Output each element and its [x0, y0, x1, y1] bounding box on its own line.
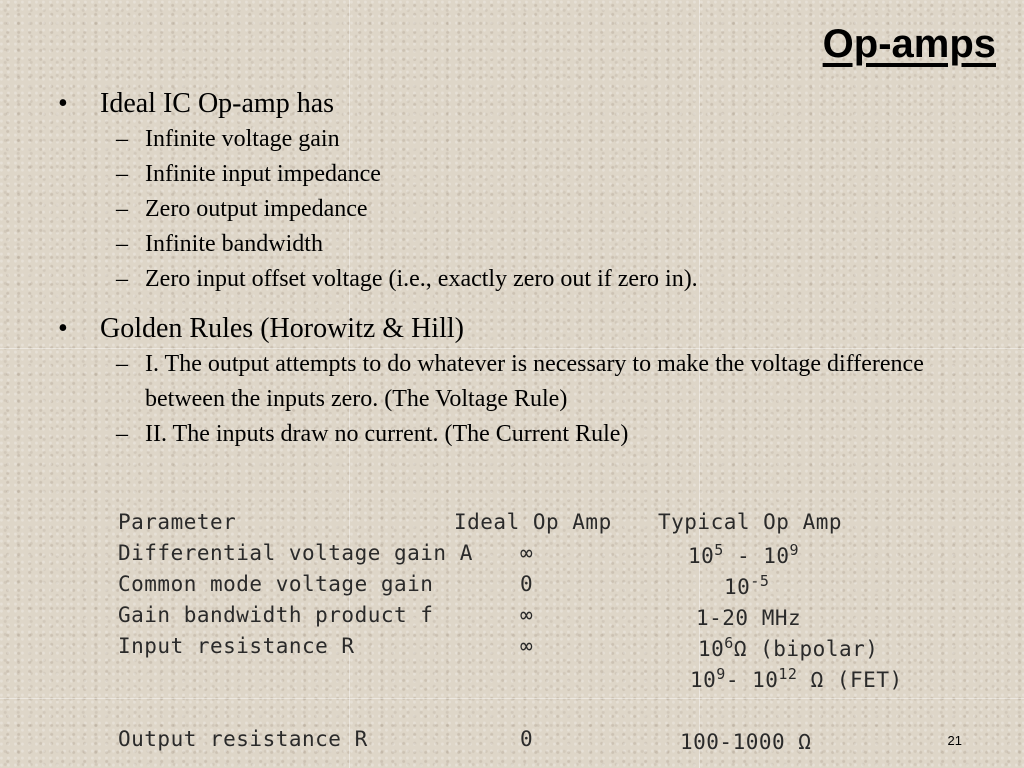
- parameter-table: [118, 510, 918, 758]
- sub-bullet-text: Zero input offset voltage (i.e., exactly zero out if zero in).: [145, 266, 698, 292]
- column-header-typical: Typical Op Amp: [658, 510, 843, 534]
- dash-icon: –: [116, 126, 128, 152]
- sub-bullet-text: Zero output impedance: [145, 196, 368, 222]
- bullet-dot-icon: •: [58, 88, 68, 119]
- table-row: [118, 541, 918, 572]
- sub-bullet-text: II. The inputs draw no current. (The Current Rule): [145, 421, 629, 447]
- value-text: 10: [698, 637, 725, 661]
- column-header-parameter: Parameter: [118, 510, 237, 534]
- sub-bullet-item: [116, 347, 988, 417]
- table-row: [118, 696, 918, 727]
- value-text: 100-1000 Ω: [680, 730, 812, 754]
- cell-ideal: ∞: [520, 541, 534, 565]
- cell-typical: [724, 572, 769, 599]
- cell-typical: [696, 603, 801, 630]
- sub-bullet-text: Infinite input impedance: [145, 161, 381, 187]
- bullet-text: Ideal IC Op-amp has: [100, 88, 335, 119]
- bullet-text: Golden Rules (Horowitz & Hill): [100, 313, 464, 344]
- table-row: [118, 665, 918, 696]
- dash-icon: –: [116, 196, 128, 222]
- sub-bullet-item: [116, 157, 988, 192]
- sub-bullet-text: I. The output attempts to do whatever is necessary to make the voltage difference between the inputs zero. (The Voltage Rule): [145, 351, 924, 412]
- exponent: 9: [716, 665, 726, 683]
- exponent: 9: [789, 541, 800, 559]
- value-text: Ω (bipolar): [733, 637, 879, 661]
- table-row: [118, 572, 918, 603]
- value-text: Ω (FET): [797, 668, 903, 692]
- table-row: [118, 603, 918, 634]
- value-text: 10: [690, 668, 717, 692]
- value-text: 10: [688, 544, 715, 568]
- cell-typical: [690, 665, 903, 692]
- bullet-item: [58, 86, 988, 122]
- cell-parameter: Differential voltage gain A: [118, 541, 473, 565]
- bullet-dot-icon: •: [58, 313, 68, 344]
- table-body: [118, 541, 918, 758]
- dash-icon: –: [116, 161, 128, 187]
- sub-bullet-item: [116, 227, 988, 262]
- dash-icon: –: [116, 421, 128, 447]
- value-text: - 10: [723, 544, 790, 568]
- cell-ideal: 0: [520, 572, 534, 596]
- sub-bullet-item: [116, 122, 988, 157]
- exponent: -5: [750, 572, 770, 590]
- cell-ideal: ∞: [520, 603, 534, 627]
- page-number: 21: [947, 733, 962, 748]
- slide-title: Op-amps: [822, 22, 996, 66]
- cell-typical: [680, 727, 811, 754]
- cell-parameter: Gain bandwidth product f: [118, 603, 434, 627]
- sub-bullet-item: [116, 417, 988, 452]
- cell-parameter: Output resistance R: [118, 727, 368, 751]
- column-header-ideal: Ideal Op Amp: [454, 510, 612, 534]
- table-header-row: [118, 510, 918, 541]
- cell-ideal: 0: [520, 727, 534, 751]
- sub-bullet-item: [116, 192, 988, 227]
- bullet-list: [58, 86, 988, 452]
- exponent: 5: [714, 541, 724, 559]
- cell-parameter: Input resistance R: [118, 634, 355, 658]
- dash-icon: –: [116, 231, 128, 257]
- table-row: [118, 727, 918, 758]
- sub-bullet-text: Infinite voltage gain: [145, 126, 340, 152]
- cell-typical: [688, 541, 799, 568]
- value-text: 1-20 MHz: [696, 606, 802, 630]
- cell-ideal: ∞: [520, 634, 534, 658]
- value-text: - 10: [725, 668, 779, 692]
- exponent: 6: [724, 634, 734, 652]
- value-text: 10: [724, 575, 751, 599]
- sub-bullet-text: Infinite bandwidth: [145, 231, 323, 257]
- bullet-item: [58, 311, 988, 347]
- cell-typical: [698, 634, 878, 661]
- exponent: 12: [778, 665, 798, 683]
- cell-parameter: Common mode voltage gain: [118, 572, 434, 596]
- table-row: [118, 634, 918, 665]
- sub-bullet-item: [116, 262, 988, 297]
- dash-icon: –: [116, 266, 128, 292]
- dash-icon: –: [116, 351, 128, 377]
